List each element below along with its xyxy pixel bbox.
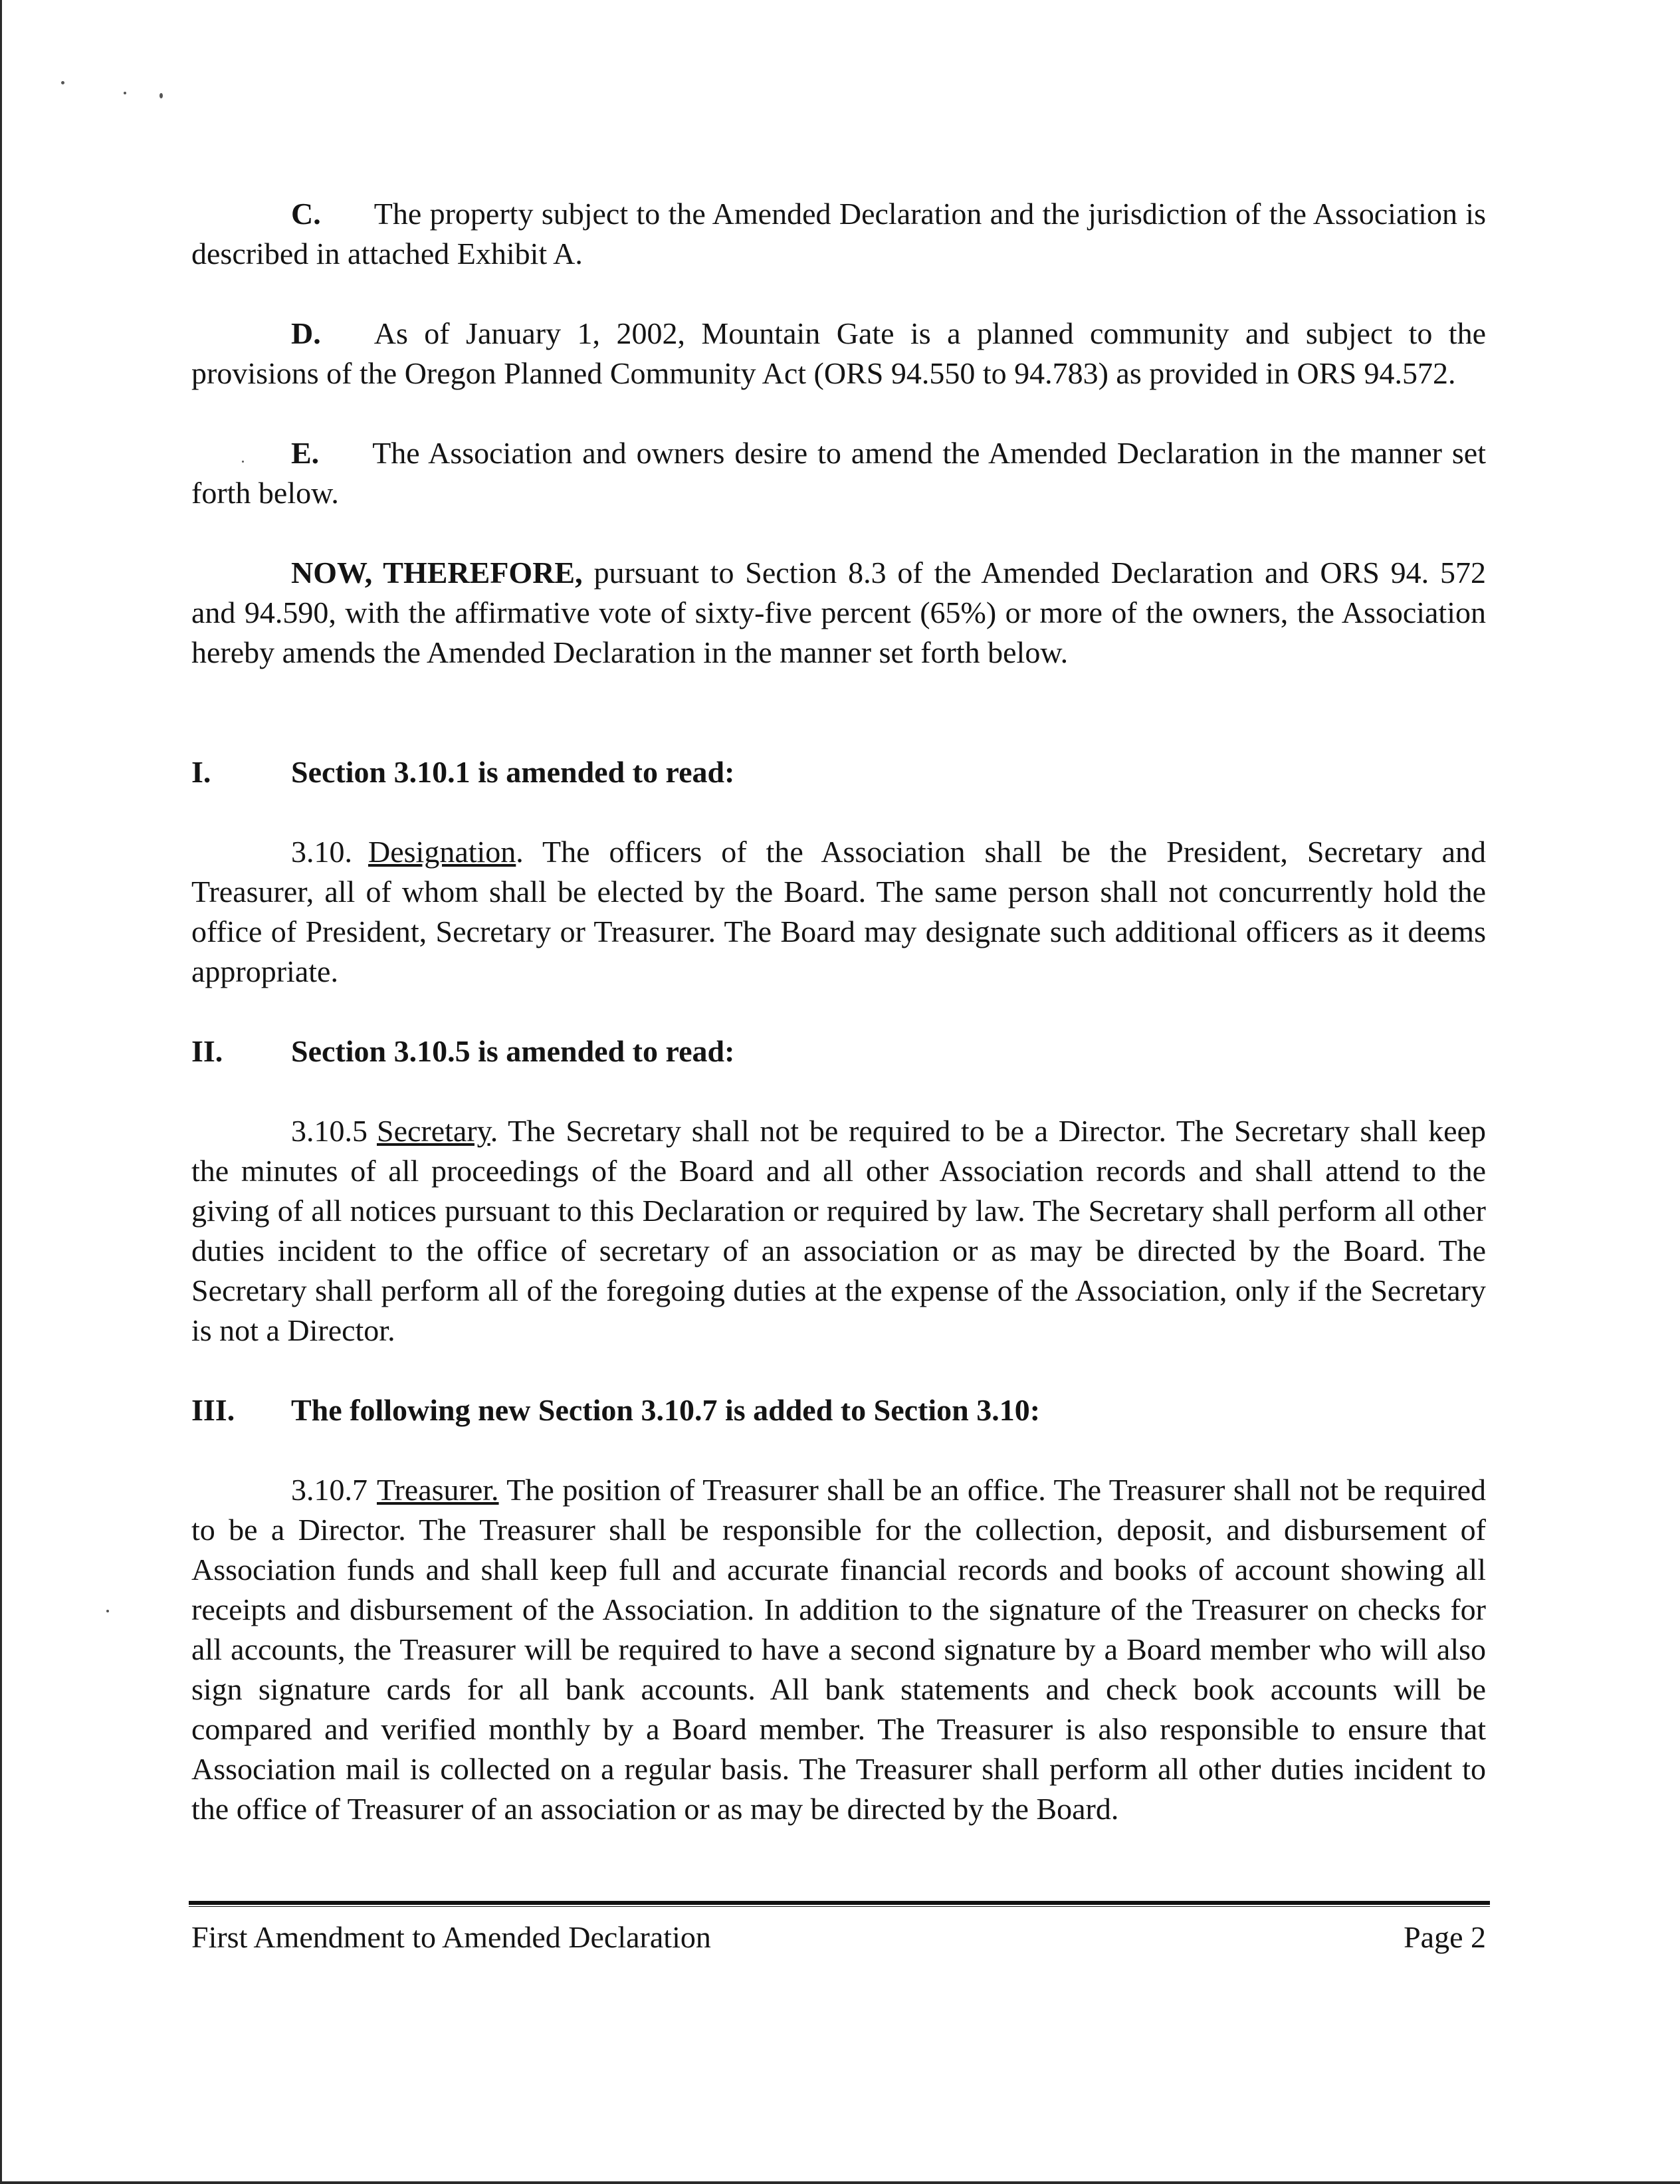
scan-speck: [159, 93, 163, 98]
paragraph-text: The Association and owners desire to amend the Amended Declaration in the manner set forth below.: [191, 436, 1486, 510]
scan-speck: [124, 92, 126, 94]
paragraph-label: E.: [291, 436, 320, 470]
section-heading-3: [191, 1390, 1486, 1430]
page-number: Page 2: [1404, 1920, 1486, 1954]
paragraph-label: D.: [291, 316, 321, 350]
section-heading-text: The following new Section 3.10.7 is added to Section 3.10:: [291, 1393, 1041, 1427]
scan-speck: [106, 1610, 109, 1612]
section-heading-text: Section 3.10.1 is amended to read:: [291, 755, 735, 789]
paragraph-text: The property subject to the Amended Declaration and the jurisdiction of the Association is described in attached Exhibit A.: [191, 197, 1486, 271]
paragraph-d: [191, 314, 1486, 393]
section-numeral: I.: [191, 755, 211, 789]
section-title: Secretary: [377, 1114, 490, 1148]
section-title-punct: .: [516, 835, 524, 869]
footer-rule: [189, 1901, 1490, 1907]
section-numeral: II.: [191, 1034, 223, 1068]
paragraph-now-therefore: [191, 553, 1486, 673]
paragraph-text: As of January 1, 2002, Mountain Gate is a planned community and subject to the provisions of the Oregon Planned Community Act (ORS 94.550 to 94.783) as provided in ORS 94.572.: [191, 316, 1486, 390]
section-title-punct: .: [490, 1114, 498, 1148]
paragraph-lead: NOW, THEREFORE,: [291, 556, 583, 590]
section-body-1: [191, 832, 1486, 992]
document-body: [191, 194, 1486, 1829]
section-text: The officers of the Association shall be the President, Secretary and Treasurer, all of whom shall be elected by the Board. The same person shall not concurrently hold the office of President, Secretary or Treasurer. The Board may designate such additional officers as it deems appropriate.: [191, 835, 1486, 988]
section-title: Designation: [368, 835, 516, 869]
section-body-3: [191, 1470, 1486, 1829]
section-text: The Secretary shall not be required to be a Director. The Secretary shall keep the minutes of all proceedings of the Board and all other Association records and shall attend to the giving of all notices pursuant to this Declaration or required by law. The Secretary shall perform all other duties incident to the office of secretary of an association or as may be directed by the Board. The Secretary shall perform all of the foregoing duties at the expense of the Association, only if the Secretary is not a Director.: [191, 1114, 1486, 1347]
section-heading-1: [191, 752, 1486, 792]
section-number: 3.10.7: [291, 1473, 368, 1507]
section-heading-2: [191, 1032, 1486, 1071]
section-text: The position of Treasurer shall be an office. The Treasurer shall not be required to be a Director. The Treasurer shall be responsible for the collection, deposit, and disbursement of Association funds and shall keep full and accurate financial records and books of account showing all receipts and disbursement of the Association. In addition to the signature of the Treasurer on checks for all accounts, the Treasurer will be required to have a second signature by a Board member who will also sign signature cards for all bank accounts. All bank statements and check book accounts will be compared and verified monthly by a Board member. The Treasurer is also responsible to ensure that Association mail is collected on a regular basis. The Treasurer shall perform all other duties incident to the office of Treasurer of an association or as may be directed by the Board.: [191, 1473, 1486, 1826]
section-numeral: III.: [191, 1393, 235, 1427]
section-heading-text: Section 3.10.5 is amended to read:: [291, 1034, 735, 1068]
scan-speck: [61, 81, 64, 84]
page-footer: [191, 1917, 1486, 1957]
paragraph-text: pursuant to Section 8.3 of the Amended Declaration and ORS 94. 572 and 94.590, with the affirmative vote of sixty-five percent (65%) or more of the owners, the Association hereby amends the Amended Declaration in the manner set forth below.: [191, 556, 1486, 669]
section-number: 3.10.: [291, 835, 352, 869]
scan-left-edge: [0, 0, 2, 2184]
paragraph-label: C.: [291, 197, 321, 231]
scan-bottom-edge: [0, 2181, 1680, 2184]
section-body-2: [191, 1111, 1486, 1351]
paragraph-e: [191, 433, 1486, 513]
paragraph-c: [191, 194, 1486, 274]
section-number: 3.10.5: [291, 1114, 368, 1148]
footer-title: First Amendment to Amended Declaration: [191, 1920, 711, 1954]
section-title: Treasurer.: [377, 1473, 499, 1507]
